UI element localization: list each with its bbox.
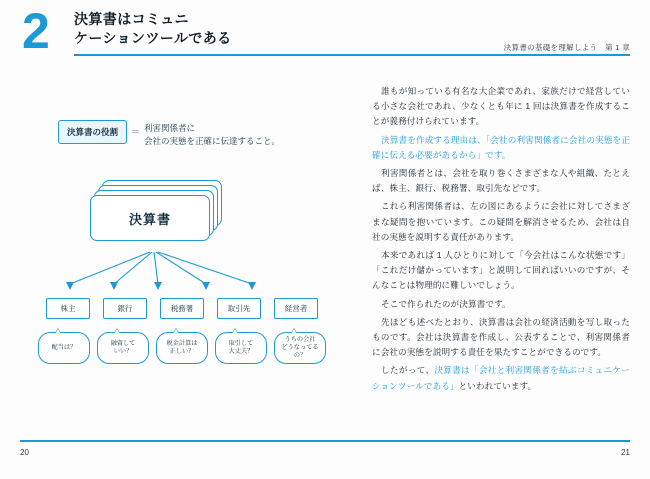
financial-statements-stack xyxy=(90,180,240,244)
document-card-front xyxy=(90,195,210,241)
body-text: 本来であれば 1 人ひとりに対して「今会社はこんな状態です」「これだけ儲かっています」と説明して回ればいいのですが、そんなことは物理的に難しいでしょう。 xyxy=(372,250,630,291)
stakeholder-box: 株主 xyxy=(46,298,90,319)
body-text: といわれています。 xyxy=(458,380,537,391)
body-paragraph xyxy=(372,199,630,245)
body-text: そこで作られたのが決算書です。 xyxy=(381,298,511,309)
page-title xyxy=(74,10,374,48)
stakeholder-row xyxy=(46,298,318,319)
figure-panel xyxy=(30,80,330,420)
highlighted-text: 決算書は「会社と利害関係者を結ぶコミュニケーションツールである」 xyxy=(372,365,630,391)
body-text: 利害関係者とは、会社を取り巻くさまざまな人や組織、たとえば、株主、銀行、税務署、取引先などです。 xyxy=(372,168,630,194)
body-text-column xyxy=(372,84,630,394)
body-paragraph xyxy=(372,166,630,196)
role-description xyxy=(144,120,280,148)
fan-arrows xyxy=(30,250,330,298)
body-text: これら利害関係者は、左の図にあるように会社に対してさまざまな疑問を抱いています。この疑問を解消させるため、会社は自社の実態を説明する責任があります。 xyxy=(372,201,630,242)
body-text: 先ほども述べたとおり、決算書は会社の経済活動を写し取ったものです。会社は決算書を作成し、公表することで、利害関係者に会社の実態を説明する責任を果たすことができるのです。 xyxy=(372,316,630,358)
role-description-line-1: 利害関係者に xyxy=(144,123,196,133)
role-box-label: 決算書の役割 xyxy=(58,120,127,144)
page-number-right: 21 xyxy=(621,448,630,457)
page-title-line-1: 決算書はコミュニ xyxy=(74,11,189,27)
body-paragraph xyxy=(372,248,630,294)
body-paragraph xyxy=(372,133,630,163)
stakeholder-box: 取引先 xyxy=(217,298,261,319)
chapter-number: 2 xyxy=(22,3,50,59)
highlighted-text: 決算書を作成する理由は、「会社の利害関係者に会社の実態を正確に伝える必要があるから」です。 xyxy=(372,134,630,160)
body-text: したがって、 xyxy=(381,365,435,376)
figure-role-statement xyxy=(58,120,280,148)
speech-bubble: うちの会社 どうなってるの？ xyxy=(274,332,326,364)
body-paragraph xyxy=(372,84,630,130)
body-paragraph xyxy=(372,297,630,312)
speech-bubble: 融資して いい？ xyxy=(97,332,149,364)
speech-bubble: 取引して 大丈夫？ xyxy=(215,332,267,364)
page-number-left: 20 xyxy=(20,448,29,457)
role-description-line-2: 会社の実態を正確に伝達すること。 xyxy=(144,136,281,146)
title-divider xyxy=(74,54,630,56)
speech-bubble-row xyxy=(38,332,326,364)
running-head: 決算書の基礎を理解しよう 第 1 章 xyxy=(503,43,630,52)
body-text: 誰もが知っている有名な大企業であれ、家族だけで経営している小さな会社であれ、少なくとも年に 1 回は決算書を作成することが義務付けられています。 xyxy=(372,86,630,127)
page-title-line-2: ケーションツールである xyxy=(74,30,232,46)
stakeholder-box: 銀行 xyxy=(103,298,147,319)
stakeholder-box: 税務署 xyxy=(160,298,204,319)
speech-bubble: 配当は？ xyxy=(38,332,90,364)
document-card-label: 決算書 xyxy=(128,211,171,227)
stakeholder-box: 経営者 xyxy=(274,298,318,319)
footer-divider xyxy=(20,440,630,442)
body-paragraph xyxy=(372,363,630,393)
speech-bubble: 税金計算は 正しい？ xyxy=(156,332,208,364)
body-paragraph xyxy=(372,315,630,361)
equals-sign: ＝ xyxy=(131,127,141,137)
